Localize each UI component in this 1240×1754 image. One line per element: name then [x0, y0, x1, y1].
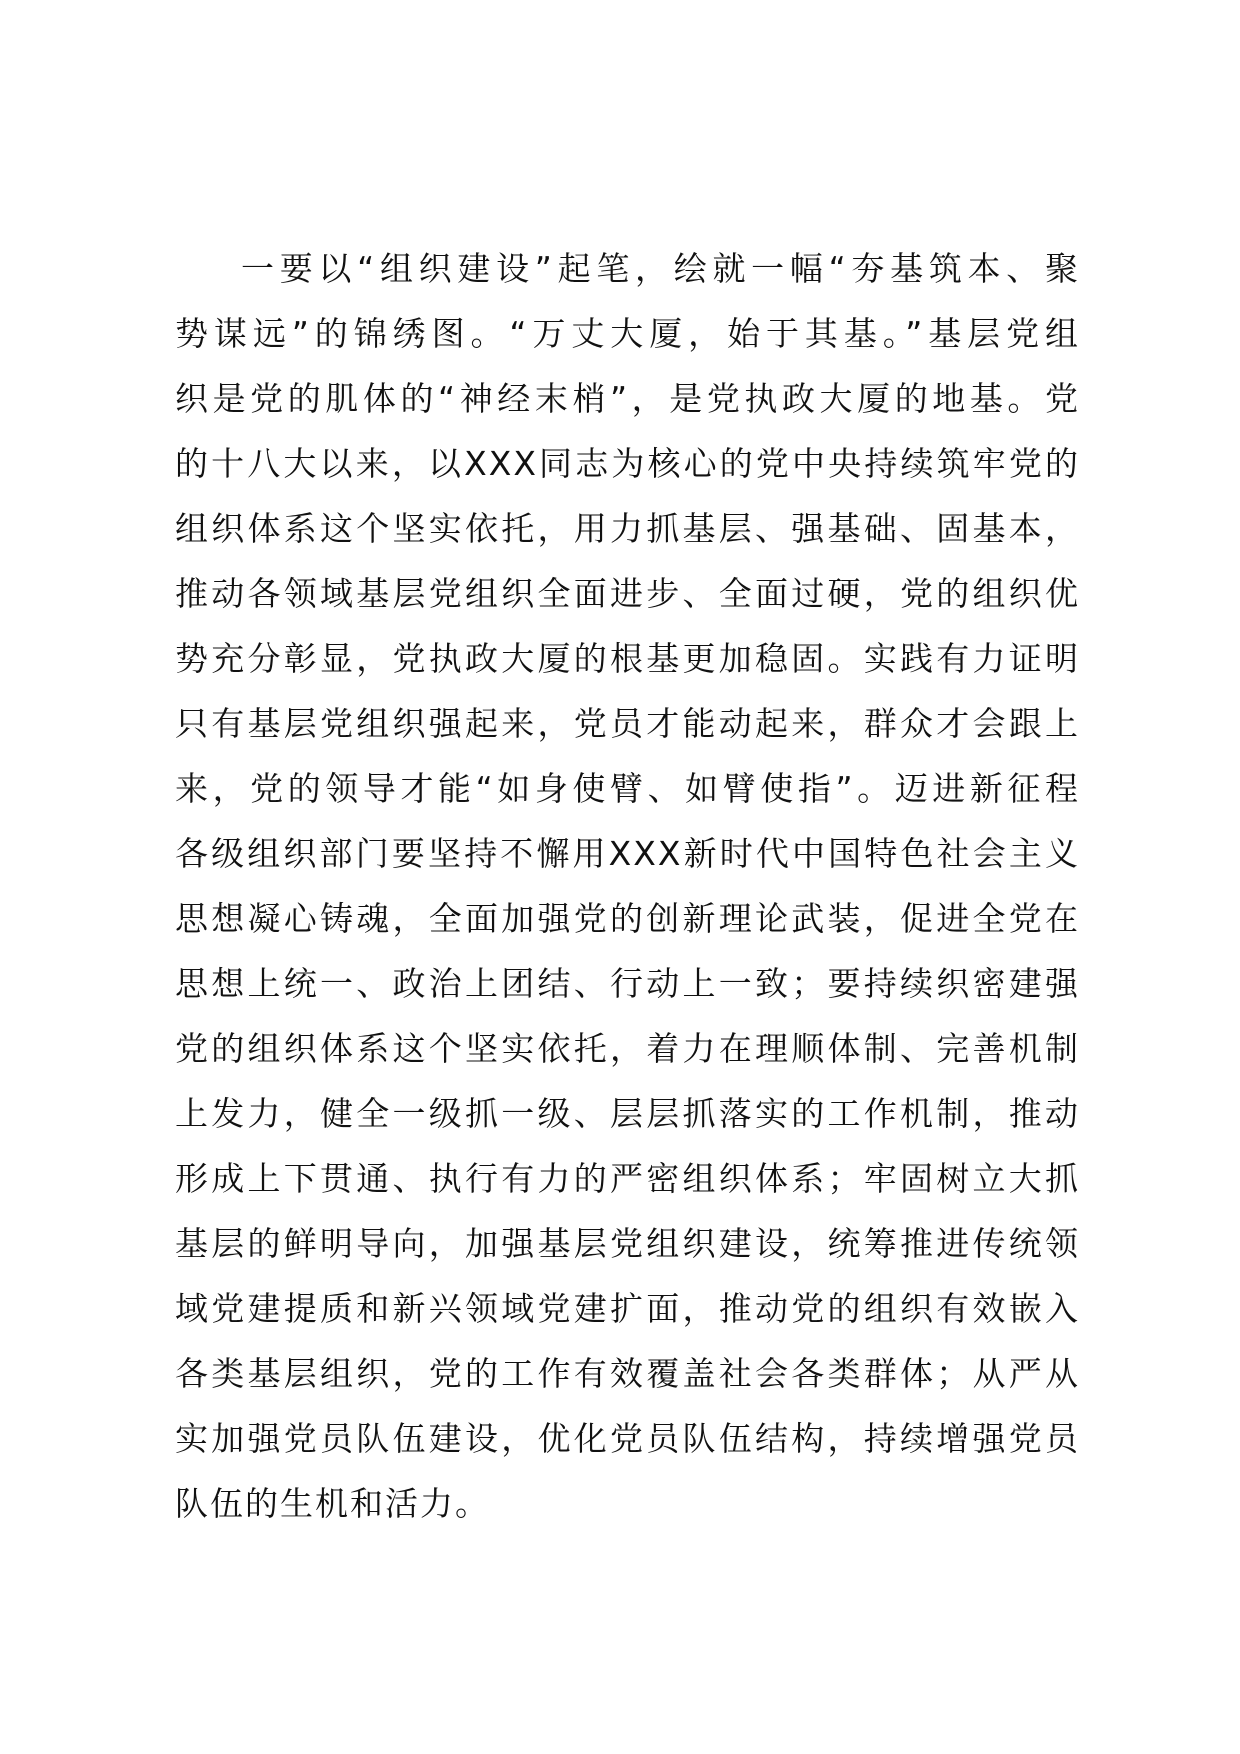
body-paragraph	[175, 236, 1080, 1536]
paragraph-line: 来，党的领导才能“如身使臂、如臂使指”。迈进新征程	[175, 769, 1080, 808]
paragraph-line: 思想上统一、政治上团结、行动上一致；要持续织密建强	[175, 964, 1080, 1003]
paragraph-line: 各级组织部门要坚持不懈用XXX新时代中国特色社会主义	[175, 834, 1080, 873]
paragraph-line: 势谋远”的锦绣图。“万丈大厦，始于其基。”基层党组	[175, 314, 1080, 353]
paragraph-line: 形成上下贯通、执行有力的严密组织体系；牢固树立大抓	[175, 1159, 1080, 1198]
paragraph-line: 上发力，健全一级抓一级、层层抓落实的工作机制，推动	[175, 1094, 1080, 1133]
paragraph-line: 只有基层党组织强起来，党员才能动起来，群众才会跟上	[175, 704, 1080, 743]
paragraph-line: 基层的鲜明导向，加强基层党组织建设，统筹推进传统领	[175, 1224, 1080, 1263]
paragraph-line: 组织体系这个坚实依托，用力抓基层、强基础、固基本，	[175, 509, 1080, 548]
paragraph-line: 思想凝心铸魂，全面加强党的创新理论武装，促进全党在	[175, 899, 1080, 938]
paragraph-line: 势充分彰显，党执政大厦的根基更加稳固。实践有力证明	[175, 639, 1080, 678]
paragraph-line: 一要以“组织建设”起笔，绘就一幅“夯基筑本、聚	[241, 249, 1080, 288]
paragraph-line: 队伍的生机和活力。	[175, 1484, 490, 1523]
paragraph-line: 的十八大以来，以XXX同志为核心的党中央持续筑牢党的	[175, 444, 1080, 483]
paragraph-line: 党的组织体系这个坚实依托，着力在理顺体制、完善机制	[175, 1029, 1080, 1068]
paragraph-line: 各类基层组织，党的工作有效覆盖社会各类群体；从严从	[175, 1354, 1080, 1393]
paragraph-line: 实加强党员队伍建设，优化党员队伍结构，持续增强党员	[175, 1419, 1080, 1458]
paragraph-line: 推动各领域基层党组织全面进步、全面过硬，党的组织优	[175, 574, 1080, 613]
paragraph-line: 织是党的肌体的“神经末梢”，是党执政大厦的地基。党	[175, 379, 1080, 418]
paragraph-line: 域党建提质和新兴领域党建扩面，推动党的组织有效嵌入	[175, 1289, 1080, 1328]
